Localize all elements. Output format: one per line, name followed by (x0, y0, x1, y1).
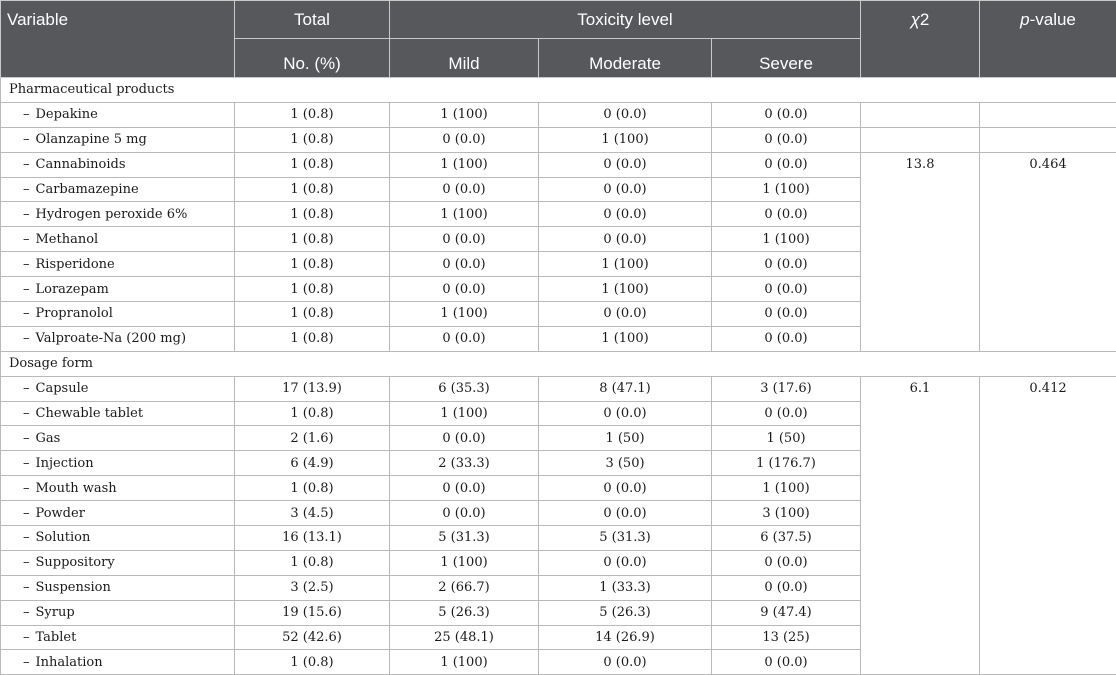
row-dash: – (23, 506, 30, 521)
total-cell: 3 (4.5) (235, 501, 390, 526)
variable-cell (1, 625, 235, 650)
moderate-cell: 0 (0.0) (539, 102, 712, 127)
row-dash: – (23, 630, 30, 645)
header-moderate: Moderate (539, 39, 712, 78)
header-mild: Mild (390, 39, 539, 78)
mild-cell: 6 (35.3) (390, 376, 539, 401)
variable-cell (1, 302, 235, 327)
severe-cell: 0 (0.0) (712, 575, 861, 600)
mild-cell: 1 (100) (390, 650, 539, 675)
variable-label: Lorazepam (36, 282, 109, 297)
total-cell: 52 (42.6) (235, 625, 390, 650)
variable-label: Carbamazepine (36, 182, 139, 197)
variable-label: Capsule (36, 381, 89, 396)
severe-cell: 0 (0.0) (712, 102, 861, 127)
total-cell: 1 (0.8) (235, 202, 390, 227)
variable-cell (1, 501, 235, 526)
moderate-cell: 5 (31.3) (539, 526, 712, 551)
moderate-cell: 0 (0.0) (539, 177, 712, 202)
row-dash: – (23, 580, 30, 595)
header-p-value (980, 1, 1116, 78)
variable-cell (1, 202, 235, 227)
chi2-empty-cell (861, 102, 980, 127)
variable-label: Propranolol (36, 306, 113, 321)
variable-label: Suspension (36, 580, 111, 595)
severe-cell: 0 (0.0) (712, 127, 861, 152)
chi-symbol: χ (911, 10, 920, 29)
table-body (1, 78, 1116, 675)
mild-cell: 1 (100) (390, 152, 539, 177)
variable-label: Suppository (36, 555, 115, 570)
moderate-cell: 1 (100) (539, 252, 712, 277)
chi-superscript: 2 (920, 10, 929, 29)
variable-cell (1, 102, 235, 127)
row-dash: – (23, 257, 30, 272)
severe-cell: 0 (0.0) (712, 326, 861, 351)
moderate-cell: 0 (0.0) (539, 202, 712, 227)
moderate-cell: 0 (0.0) (539, 476, 712, 501)
row-dash: – (23, 232, 30, 247)
row-dash: – (23, 306, 30, 321)
table-header (1, 1, 1116, 78)
mild-cell: 0 (0.0) (390, 252, 539, 277)
moderate-cell: 1 (50) (539, 426, 712, 451)
row-dash: – (23, 431, 30, 446)
header-toxicity-level: Toxicity level (390, 1, 861, 39)
mild-cell: 0 (0.0) (390, 476, 539, 501)
header-total-no-pct: No. (%) (235, 39, 390, 78)
row-dash: – (23, 655, 30, 670)
moderate-cell: 0 (0.0) (539, 550, 712, 575)
severe-cell: 1 (176.7) (712, 451, 861, 476)
variable-cell (1, 127, 235, 152)
total-cell: 1 (0.8) (235, 476, 390, 501)
table-row (1, 152, 1116, 177)
total-cell: 1 (0.8) (235, 152, 390, 177)
total-cell: 2 (1.6) (235, 426, 390, 451)
table-row (1, 376, 1116, 401)
variable-cell (1, 575, 235, 600)
header-severe: Severe (712, 39, 861, 78)
total-cell: 1 (0.8) (235, 227, 390, 252)
variable-cell (1, 277, 235, 302)
mild-cell: 25 (48.1) (390, 625, 539, 650)
row-dash: – (23, 331, 30, 346)
chi2-empty-cell (861, 127, 980, 152)
total-cell: 3 (2.5) (235, 575, 390, 600)
mild-cell: 0 (0.0) (390, 127, 539, 152)
section-row (1, 351, 1116, 376)
row-dash: – (23, 132, 30, 147)
row-dash: – (23, 605, 30, 620)
severe-cell: 1 (100) (712, 177, 861, 202)
variable-label: Injection (36, 456, 94, 471)
mild-cell: 0 (0.0) (390, 426, 539, 451)
moderate-cell: 1 (33.3) (539, 575, 712, 600)
variable-cell (1, 401, 235, 426)
moderate-cell: 1 (100) (539, 127, 712, 152)
variable-label: Valproate-Na (200 mg) (36, 331, 187, 346)
total-cell: 1 (0.8) (235, 177, 390, 202)
p-value-cell: 0.412 (980, 376, 1116, 675)
mild-cell: 1 (100) (390, 102, 539, 127)
mild-cell: 5 (31.3) (390, 526, 539, 551)
moderate-cell: 1 (100) (539, 326, 712, 351)
variable-label: Inhalation (36, 655, 103, 670)
section-title: Pharmaceutical products (1, 78, 1116, 103)
variable-label: Risperidone (36, 257, 115, 272)
variable-cell (1, 600, 235, 625)
moderate-cell: 14 (26.9) (539, 625, 712, 650)
moderate-cell: 0 (0.0) (539, 302, 712, 327)
mild-cell: 5 (26.3) (390, 600, 539, 625)
moderate-cell: 0 (0.0) (539, 227, 712, 252)
variable-cell (1, 426, 235, 451)
severe-cell: 0 (0.0) (712, 650, 861, 675)
row-dash: – (23, 555, 30, 570)
severe-cell: 13 (25) (712, 625, 861, 650)
severe-cell: 0 (0.0) (712, 302, 861, 327)
total-cell: 1 (0.8) (235, 302, 390, 327)
p-value-suffix: -value (1030, 10, 1076, 29)
severe-cell: 0 (0.0) (712, 550, 861, 575)
header-variable: Variable (1, 1, 235, 78)
total-cell: 17 (13.9) (235, 376, 390, 401)
moderate-cell: 8 (47.1) (539, 376, 712, 401)
row-dash: – (23, 207, 30, 222)
total-cell: 6 (4.9) (235, 451, 390, 476)
variable-cell (1, 526, 235, 551)
variable-label: Solution (36, 530, 91, 545)
variable-cell (1, 376, 235, 401)
chi2-cell: 13.8 (861, 152, 980, 351)
mild-cell: 2 (33.3) (390, 451, 539, 476)
mild-cell: 2 (66.7) (390, 575, 539, 600)
row-dash: – (23, 381, 30, 396)
total-cell: 16 (13.1) (235, 526, 390, 551)
severe-cell: 3 (100) (712, 501, 861, 526)
severe-cell: 0 (0.0) (712, 202, 861, 227)
variable-label: Olanzapine 5 mg (36, 132, 147, 147)
variable-label: Powder (36, 506, 85, 521)
variable-label: Cannabinoids (36, 157, 126, 172)
row-dash: – (23, 530, 30, 545)
moderate-cell: 3 (50) (539, 451, 712, 476)
variable-label: Methanol (36, 232, 99, 247)
total-cell: 1 (0.8) (235, 127, 390, 152)
variable-label: Gas (36, 431, 61, 446)
total-cell: 1 (0.8) (235, 650, 390, 675)
row-dash: – (23, 157, 30, 172)
p-value-cell: 0.464 (980, 152, 1116, 351)
variable-label: Tablet (36, 630, 77, 645)
mild-cell: 1 (100) (390, 550, 539, 575)
total-cell: 1 (0.8) (235, 326, 390, 351)
moderate-cell: 0 (0.0) (539, 650, 712, 675)
row-dash: – (23, 481, 30, 496)
mild-cell: 0 (0.0) (390, 277, 539, 302)
row-dash: – (23, 107, 30, 122)
p-value-empty-cell (980, 102, 1116, 127)
variable-label: Depakine (36, 107, 98, 122)
severe-cell: 1 (100) (712, 227, 861, 252)
mild-cell: 1 (100) (390, 302, 539, 327)
section-title: Dosage form (1, 351, 1116, 376)
total-cell: 1 (0.8) (235, 277, 390, 302)
table-row (1, 127, 1116, 152)
severe-cell: 0 (0.0) (712, 252, 861, 277)
variable-cell (1, 550, 235, 575)
severe-cell: 0 (0.0) (712, 401, 861, 426)
row-dash: – (23, 456, 30, 471)
variable-cell (1, 451, 235, 476)
row-dash: – (23, 406, 30, 421)
mild-cell: 1 (100) (390, 202, 539, 227)
severe-cell: 3 (17.6) (712, 376, 861, 401)
moderate-cell: 0 (0.0) (539, 501, 712, 526)
severe-cell: 0 (0.0) (712, 277, 861, 302)
moderate-cell: 0 (0.0) (539, 152, 712, 177)
moderate-cell: 0 (0.0) (539, 401, 712, 426)
mild-cell: 0 (0.0) (390, 326, 539, 351)
header-total: Total (235, 1, 390, 39)
variable-label: Syrup (36, 605, 75, 620)
variable-cell (1, 650, 235, 675)
variable-cell (1, 177, 235, 202)
row-dash: – (23, 182, 30, 197)
variable-cell (1, 326, 235, 351)
total-cell: 1 (0.8) (235, 550, 390, 575)
variable-label: Chewable tablet (36, 406, 144, 421)
total-cell: 1 (0.8) (235, 401, 390, 426)
severe-cell: 1 (50) (712, 426, 861, 451)
row-dash: – (23, 282, 30, 297)
severe-cell: 1 (100) (712, 476, 861, 501)
total-cell: 1 (0.8) (235, 252, 390, 277)
mild-cell: 0 (0.0) (390, 501, 539, 526)
variable-cell (1, 152, 235, 177)
mild-cell: 0 (0.0) (390, 227, 539, 252)
total-cell: 19 (15.6) (235, 600, 390, 625)
mild-cell: 1 (100) (390, 401, 539, 426)
variable-label: Mouth wash (36, 481, 117, 496)
header-chi-square (861, 1, 980, 78)
variable-cell (1, 476, 235, 501)
severe-cell: 9 (47.4) (712, 600, 861, 625)
variable-cell (1, 252, 235, 277)
total-cell: 1 (0.8) (235, 102, 390, 127)
mild-cell: 0 (0.0) (390, 177, 539, 202)
severe-cell: 6 (37.5) (712, 526, 861, 551)
chi2-cell: 6.1 (861, 376, 980, 675)
p-value-empty-cell (980, 127, 1116, 152)
moderate-cell: 5 (26.3) (539, 600, 712, 625)
p-letter: p (1020, 10, 1029, 29)
severe-cell: 0 (0.0) (712, 152, 861, 177)
section-row (1, 78, 1116, 103)
variable-label: Hydrogen peroxide 6% (36, 207, 188, 222)
moderate-cell: 1 (100) (539, 277, 712, 302)
table-row (1, 102, 1116, 127)
variable-cell (1, 227, 235, 252)
